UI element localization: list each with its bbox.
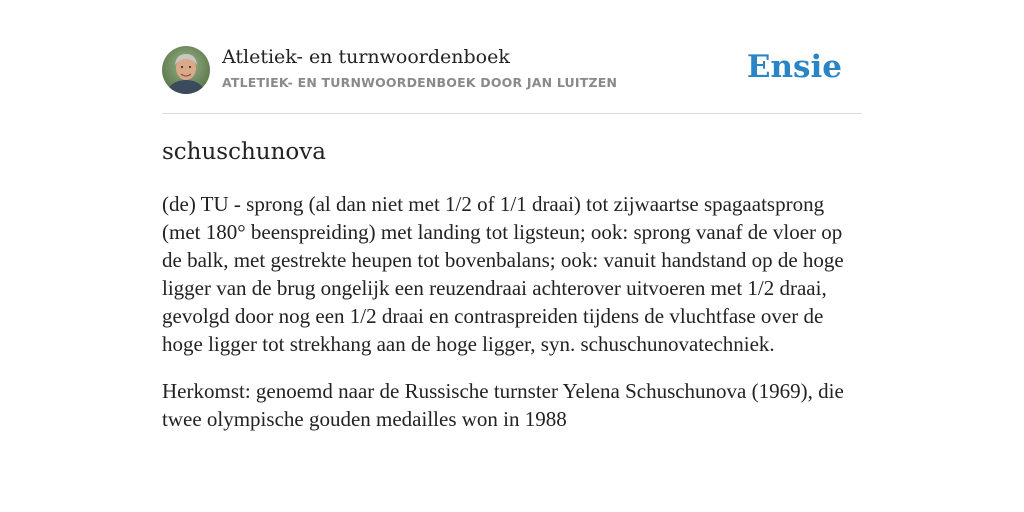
entry-origin: Herkomst: genoemd naar de Russische turnster Yelena Schuschunova (1969), die twee olympische gouden medailles won in 1988 [162, 379, 844, 431]
author-photo-icon [162, 46, 210, 94]
entry-definition: (de) TU - sprong (al dan niet met 1/2 of 1/1 draai) tot zijwaartse spagaatsprong (met 180° beenspreiding) met landing tot ligsteun; ook: sprong vanaf de vloer op de balk, met gestrekte heupen tot bovenbalans; ook: vanuit handstand op de hoge ligger van de brug ongelijk een reuzendraai achterover uitvoeren met 1/2 draai, gevolgd door nog een 1/2 draai en contraspreiden tijdens de vluchtfase over de hoge ligger tot strekhang aan de hoge ligger, syn. schuschunovatechniek. [162, 192, 844, 356]
entry-term: schuschunova [162, 139, 326, 165]
ensie-logo[interactable]: Ensie [746, 49, 842, 85]
dictionary-subtitle[interactable]: ATLETIEK- EN TURNWOORDENBOEK DOOR JAN LUITZEN [222, 75, 618, 90]
author-avatar[interactable] [162, 46, 210, 94]
header-divider [162, 113, 862, 114]
dictionary-header [162, 46, 862, 96]
dictionary-title[interactable]: Atletiek- en turnwoordenboek [222, 46, 510, 68]
